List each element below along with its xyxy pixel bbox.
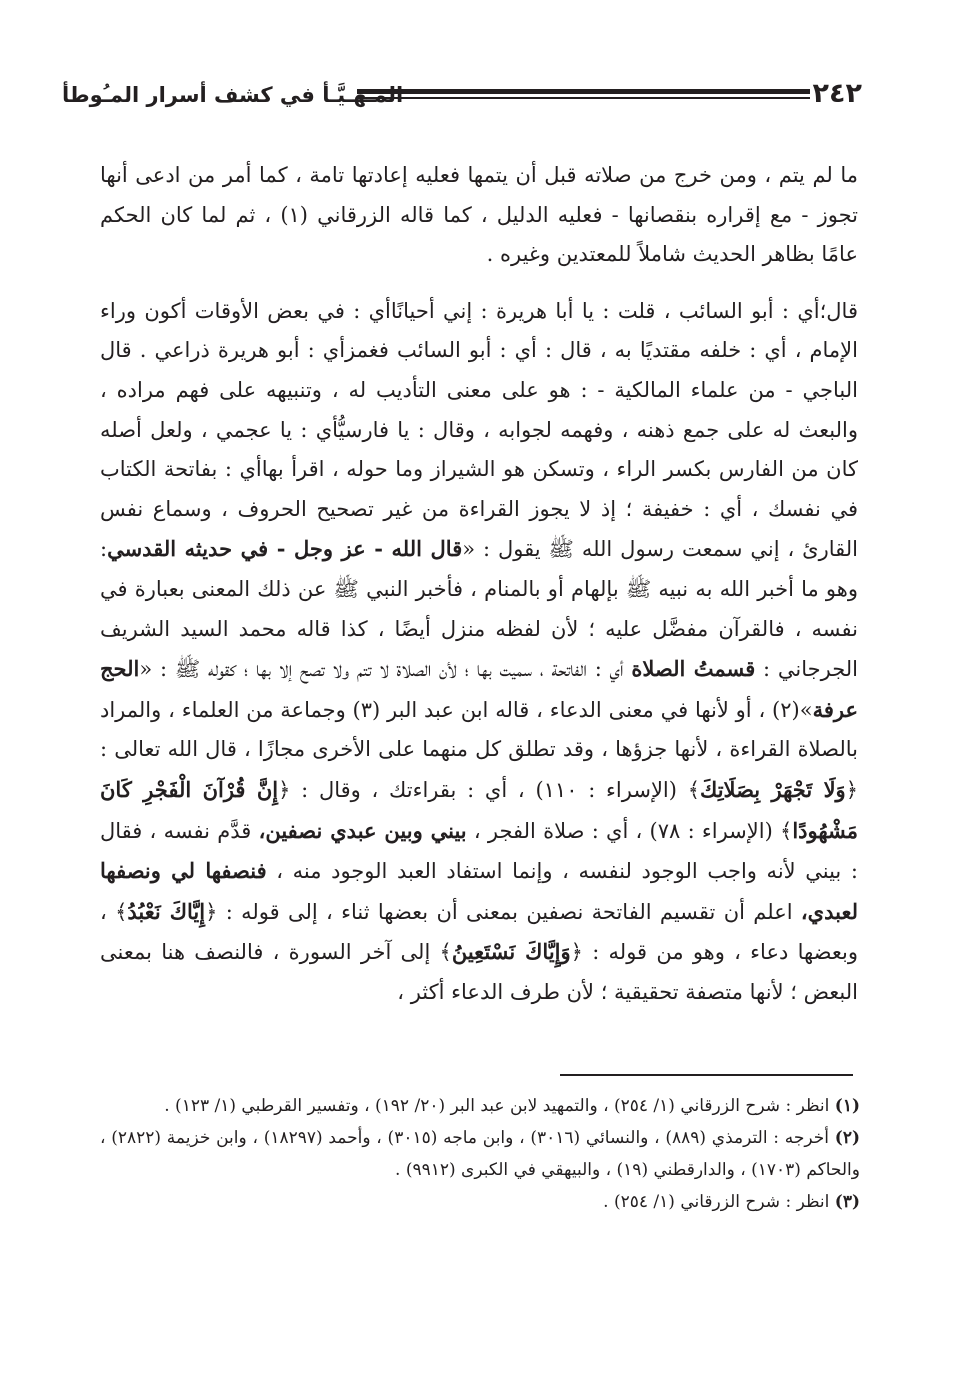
quran-verse: إِنَّ قُرْآنَ الْفَجْرِ كَانَ مَشْهُودًا	[100, 776, 859, 843]
quran-verse: إِيَّاكَ نَعْبُدُ	[127, 898, 206, 924]
paragraph-2	[100, 292, 858, 1013]
text-run: ﴾ ، وبعضها دعاء ، وهو من قوله : ﴿	[100, 899, 858, 965]
text-run: أي : الفاتحة ، سميت بها ؛ لأن الصلاة لا تتم ولا تصح إلا بها ؛ كقوله ﷺ : «	[139, 657, 632, 682]
quran-verse: وَإِيَّاكَ نَسْتَعِينُ	[451, 939, 571, 965]
footnote-2	[100, 1122, 860, 1186]
text-run: قال؛أي : أبو السائب ، قلت : يا أبا هريرة : إني أحيانًاأي : في بعض الأوقات أكون وراء الإمام ، أي : خلفه مقتديًا به ، قال : أي : أبو السائب فغمزأي : أبو هريرة ذراعي . قال الباجي - من علماء المالكية - : هو على معنى التأديب له ، وتنبيهه على فهم مراده ، والبعث له على جمع ذهنه ، وفهمه لجوابه ، وقال : يا فارسيُّأي : يا عجمي ، ولعل أصله كان من الفارس بكسر الراء ، وتسكن هو الشيراز وما حوله ، اقرأ بهاأي : بفاتحة الكتاب في نفسك ، أي : خفيفة ؛ إذ لا يجوز القراءة من غير تصحيح الحروف ، وسماع نفس القارئ ، إني سمعت رسول الله ﷺ يقول : «	[100, 298, 859, 562]
hadith-quote: قال الله - عز وجل - في حديثه القدسي	[107, 536, 463, 562]
main-text	[100, 156, 858, 1012]
footnote-text: انظر : شرح الزرقاني (١/ ٢٥٤) .	[603, 1192, 835, 1212]
footnote-text: أخرجه : الترمذي (٨٨٩) ، والنسائي (٣٠١٦) ، وابن ماجه (٣٠١٥) ، وأحمد (١٨٢٩٧) ، وابن خزيمة (٢٨٢٢) ، والحاكم (١٧٠٣) ، والدارقطني (١٩) ، والبيهقي في الكبرى (٩٩١٢) .	[100, 1128, 860, 1180]
hadith-quote: فنصفها لي ونصفها لعبدي،	[100, 858, 858, 924]
hadith-quote: قسمتُ الصلاة	[631, 656, 756, 682]
page-number: ٢٤٢	[812, 78, 862, 109]
text-run: »(٢) ، أو لأنها في معنى الدعاء ، قاله ابن عبد البر (٣) وجماعة من العلماء ، والمراد بالصلاة القراءة ، لأنها جزؤها ، وقد تطلق كل منهما على الأخرى مجازًا ، قال الله تعالى : ﴿	[100, 697, 858, 802]
footnote-1	[100, 1090, 860, 1122]
footnotes	[100, 1090, 860, 1218]
footnote-text: انظر : شرح الزرقاني (١/ ٢٥٤) ، والتمهيد لابن عبد البر (٢٠/ ١٩٢) ، وتفسير القرطبي (١/ ١٢٣) .	[164, 1096, 835, 1116]
text-run: اعلم أن تقسيم الفاتحة نصفين بمعنى أن بعضها ثناء ، إلى قوله : ﴿	[205, 899, 801, 924]
text-run: ﴾ (الإسراء : ٧٨) ، أي : صلاة الفجر ،	[466, 818, 793, 843]
text-run: قدَّم نفسه ، فقال : بيني لأنه واجب الوجود لنفسه ، وإنما استفاد العبد الوجود منه ،	[100, 818, 858, 884]
text-run: ﴾ (الإسراء : ١١٠) ، أي : بقراءتك ، وقال : ﴿	[278, 777, 701, 802]
hadith-quote: الحج عرفة	[100, 656, 858, 722]
page-header	[62, 76, 862, 116]
text-run: ﴾ إلى آخر السورة ، فالنصف هنا بمعنى البعض ؛ لأنها متصفة تحقيقية ؛ لأن طرف الدعاء أكثر ،	[100, 940, 858, 1004]
running-title: المـهَـيَّـأ في كشف أسرار المـُوطأ	[62, 83, 404, 107]
footnote-number: (٣)	[834, 1192, 860, 1212]
footnote-number: (١)	[834, 1096, 860, 1116]
header-rule	[357, 89, 810, 94]
footnote-3	[100, 1186, 860, 1218]
quran-verse: وَلَا تَجْهَرْ بِصَلَاتِكَ	[700, 776, 846, 802]
paragraph-1: ما لم يتم ، ومن خرج من صلاته قبل أن يتمها فعليه إعادتها تامة ، كما أمر من ادعى أنها تجوز - مع إقراره بنقصانها - فعليه الدليل ، كما قاله الزرقاني (١) ، ثم لما كان الحكم عامًا بظاهر الحديث شاملاً للمعتدين وغيره .	[100, 163, 858, 267]
header-rule-thin	[357, 97, 810, 99]
footnote-separator	[560, 1074, 853, 1076]
footnote-number: (٢)	[834, 1128, 860, 1148]
text-run: : وهو ما أخبر الله به نبيه ﷺ بإلهام أو بالمنام ، فأخبر النبي ﷺ عن ذلك المعنى بعبارة في نفسه ، فالقرآن مفضَّل عليه ؛ لأن لفظه منزل أيضًا ، كذا قاله محمد السيد الشريف الجرجاني :	[100, 537, 859, 682]
hadith-quote: بيني وبين عبدي نصفين،	[258, 817, 467, 843]
